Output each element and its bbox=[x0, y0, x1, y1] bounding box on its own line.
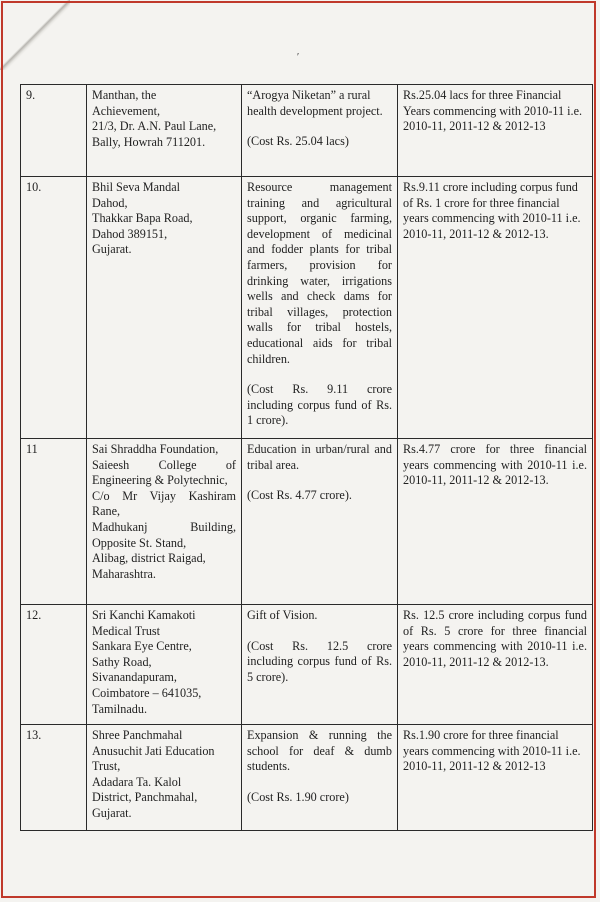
amount-cell: Rs.25.04 lacs for three Financial Years commencing with 2010-11 i.e. 2010-11, 2011-12 & 2012-13 bbox=[398, 85, 593, 177]
serial-number: 13. bbox=[21, 725, 87, 831]
amount-cell: Rs.4.77 crore for three financial years commencing with 2010-11 i.e. 2010-11, 2011-12 & 2012-13. bbox=[398, 439, 593, 605]
serial-number: 11 bbox=[21, 439, 87, 605]
project-cell: Resource management training and agricultural support, organic farming, development of medicinal and fodder plants for tribal farmers, provision for drinking water, irrigations wells and check dams for tribal villages, protection walls for tribal hostels, educational aids for tribal children. (Cost Rs. 9.11 crore including corpus fund of Rs. 1 crore). bbox=[242, 177, 398, 439]
organisation-cell: Manthan, the Achievement, 21/3, Dr. A.N. Paul Lane, Bally, Howrah 711201. bbox=[87, 85, 242, 177]
amount-cell: Rs. 12.5 crore including corpus fund of Rs. 5 crore for three financial years commencing with 2010-11 i.e. 2010-11, 2011-12 & 2012-13. bbox=[398, 605, 593, 725]
organisation-cell: Shree Panchmahal Anusuchit Jati Education Trust, Adadara Ta. Kalol District, Panchmahal, Gujarat. bbox=[87, 725, 242, 831]
table-row bbox=[21, 85, 593, 177]
organisation-cell: Sai Shraddha Foundation, Saieesh College of Engineering & Polytechnic, C/o Mr Vijay Kashiram Rane, Madhukanj Building, Opposite St. Stand, Alibag, district Raigad, Maharashtra. bbox=[87, 439, 242, 605]
project-cell: Gift of Vision. (Cost Rs. 12.5 crore including corpus fund of Rs. 5 crore). bbox=[242, 605, 398, 725]
serial-number: 10. bbox=[21, 177, 87, 439]
page-corner-fold bbox=[0, 0, 70, 70]
organisation-cell: Bhil Seva Mandal Dahod, Thakkar Bapa Road, Dahod 389151, Gujarat. bbox=[87, 177, 242, 439]
serial-number: 9. bbox=[21, 85, 87, 177]
amount-cell: Rs.9.11 crore including corpus fund of Rs. 1 crore for three financial years commencing with 2010-11 i.e. 2010-11, 2011-12 & 2012-13. bbox=[398, 177, 593, 439]
organisation-cell: Sri Kanchi Kamakoti Medical Trust Sankara Eye Centre, Sathy Road, Sivanandapuram, Coimbatore – 641035, Tamilnadu. bbox=[87, 605, 242, 725]
project-cell: Expansion & running the school for deaf & dumb students. (Cost Rs. 1.90 crore) bbox=[242, 725, 398, 831]
amount-cell: Rs.1.90 crore for three financial years commencing with 2010-11 i.e. 2010-11, 2011-12 & 2012-13 bbox=[398, 725, 593, 831]
table-row bbox=[21, 439, 593, 605]
project-cell: Education in urban/rural and tribal area. (Cost Rs. 4.77 crore). bbox=[242, 439, 398, 605]
serial-number: 12. bbox=[21, 605, 87, 725]
stray-mark: ′ bbox=[297, 52, 300, 63]
grants-table bbox=[20, 84, 593, 831]
table-row bbox=[21, 605, 593, 725]
project-cell: “Arogya Niketan” a rural health development project. (Cost Rs. 25.04 lacs) bbox=[242, 85, 398, 177]
table-row bbox=[21, 177, 593, 439]
table-row bbox=[21, 725, 593, 831]
